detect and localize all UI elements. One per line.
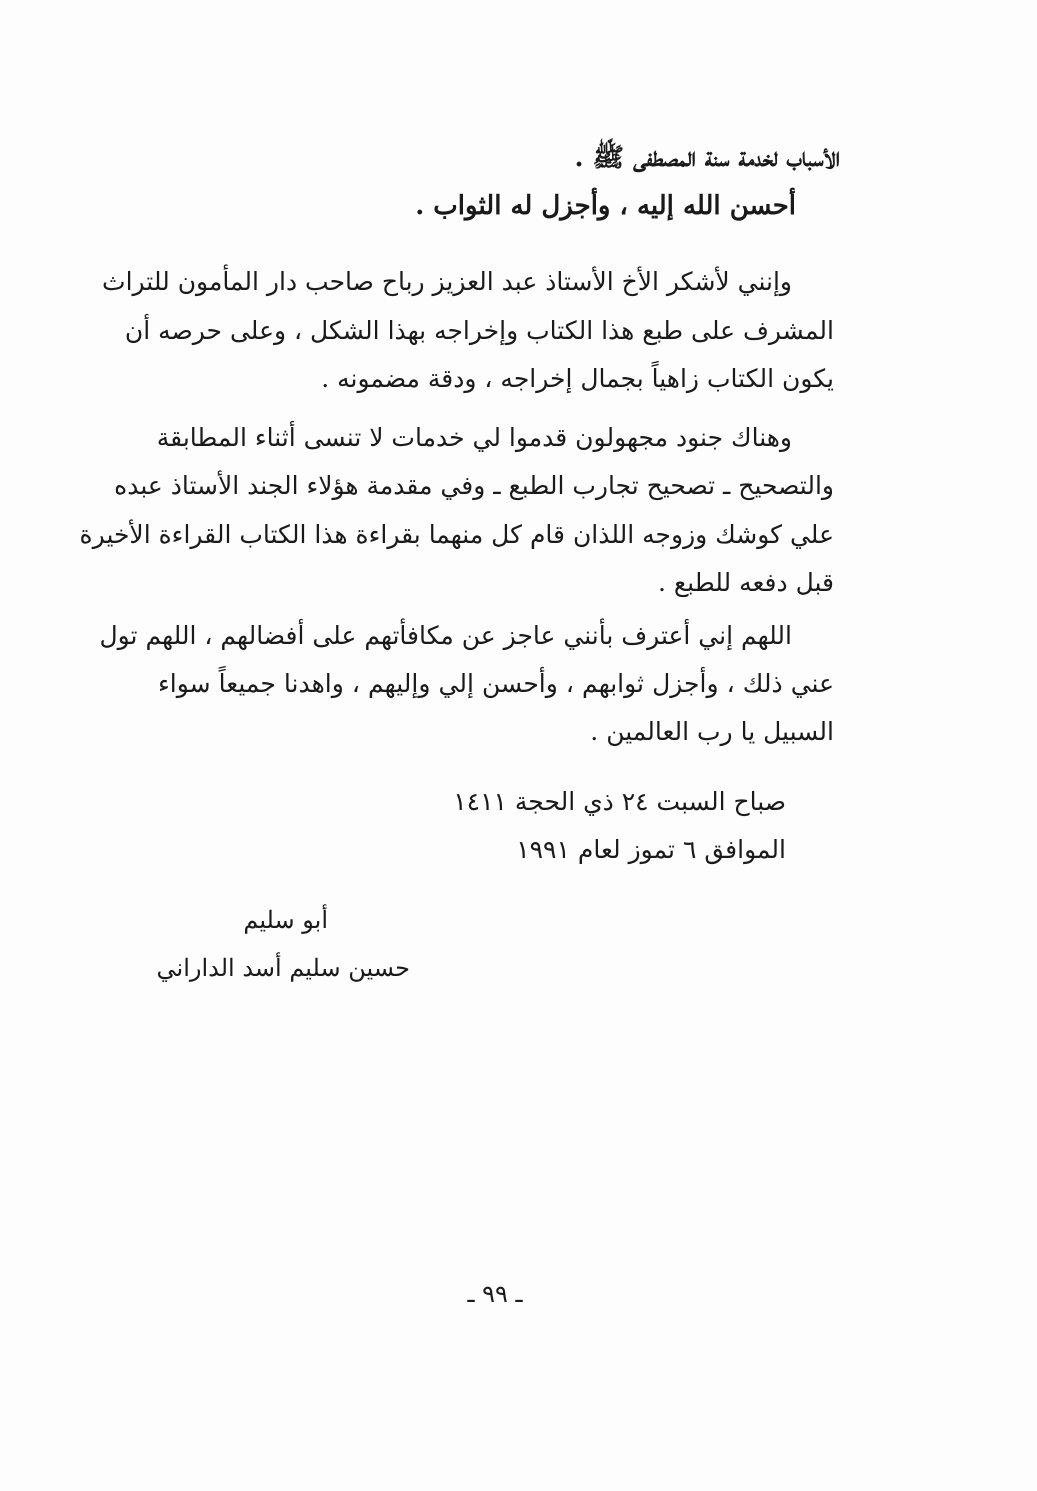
paragraph-line: يكون الكتاب زاهياً بجمال إخراجه ، ودقة مضمونه . xyxy=(321,364,834,393)
paragraph-line: علي كوشك وزوجه اللذان قام كل منهما بقراءة هذا الكتاب القراءة الأخيرة xyxy=(79,520,834,549)
paragraph-line: قبل دفعه للطبع . xyxy=(657,568,834,597)
opening-line-2: أحسن الله إليه ، وأجزل له الثواب . xyxy=(415,191,796,221)
paragraph-line: المشرف على طبع هذا الكتاب وإخراجه بهذا الشكل ، وعلى حرصه أن xyxy=(124,316,834,345)
page-number: ـ ٩٩ ـ xyxy=(467,1280,523,1308)
paragraph-line: اللهم إني أعترف بأنني عاجز عن مكافأتهم على أفضالهم ، اللهم تول xyxy=(99,621,792,650)
paragraph-line: وإنني لأشكر الأخ الأستاذ عبد العزيز رباح صاحب دار المأمون للتراث xyxy=(102,267,792,296)
paragraph-line: والتصحيح ـ تصحيح تجارب الطبع ـ وفي مقدمة هؤلاء الجند الأستاذ عبده xyxy=(114,471,834,500)
signature-name: حسين سليم أسد الداراني xyxy=(156,954,410,982)
paragraph-line: السبيل يا رب العالمين . xyxy=(590,717,834,746)
date-line-2: الموافق ٦ تموز لعام ١٩٩١ xyxy=(516,835,786,864)
paragraph-line: وهناك جنود مجهولون قدموا لي خدمات لا تنسى أثناء المطابقة xyxy=(156,423,792,452)
date-line-1: صباح السبت ٢٤ ذي الحجة ١٤١١ xyxy=(453,787,786,816)
opening-line-1: الأسباب لخدمة سنة المصطفى ﷺ . xyxy=(574,143,840,173)
paragraph-line: عني ذلك ، وأجزل ثوابهم ، وأحسن إلي وإليهم ، واهدنا جميعاً سواء xyxy=(158,669,834,698)
signature-kunya: أبو سليم xyxy=(243,906,328,934)
